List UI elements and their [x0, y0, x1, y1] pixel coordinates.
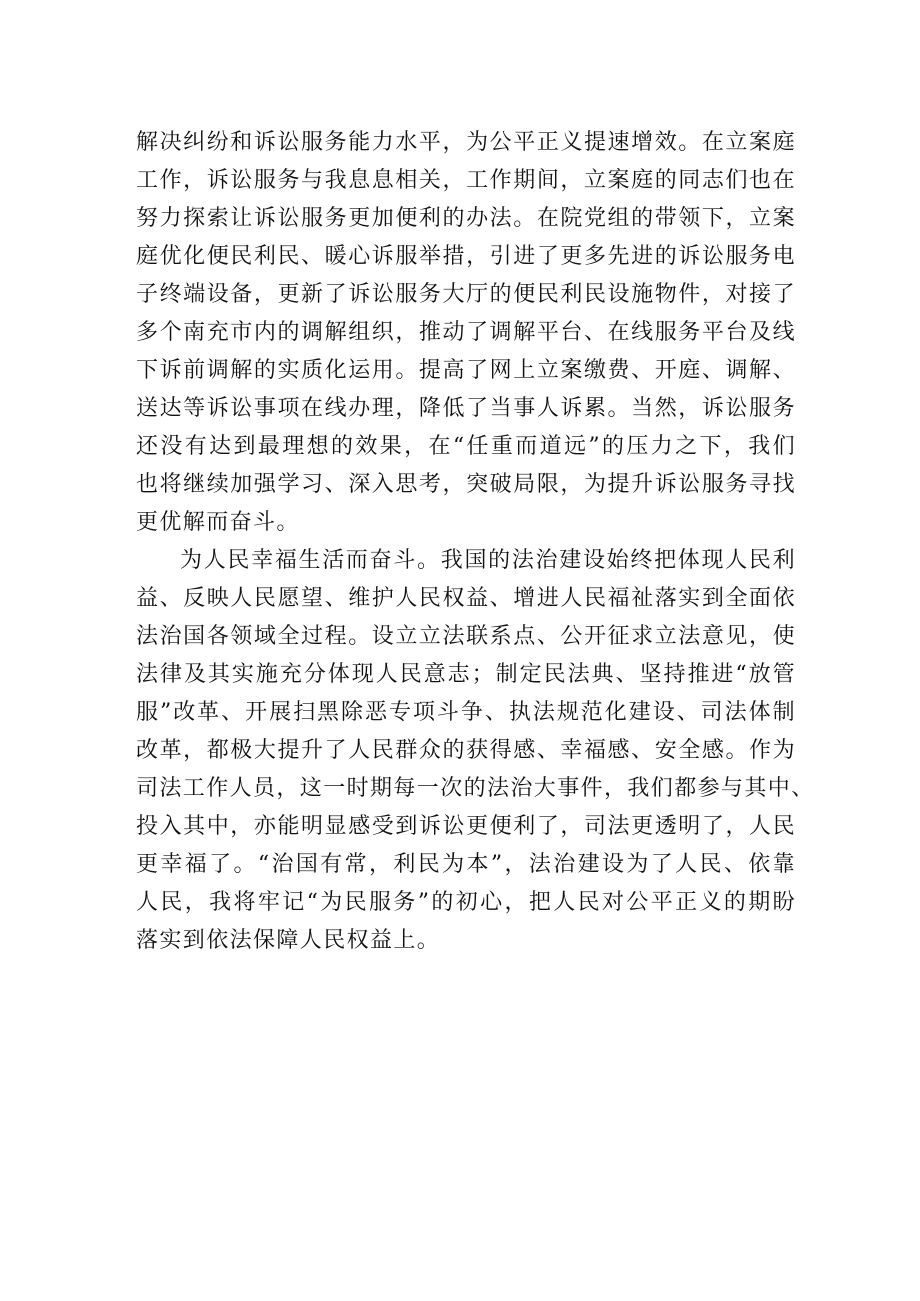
- text-line: 改革，都极大提升了人民群众的获得感、幸福感、安全感。作为: [136, 738, 796, 763]
- text-line: 下诉前调解的实质化运用。提高了网上立案缴费、开庭、调解、: [136, 358, 796, 383]
- text-line: 人民，我将牢记“为民服务”的初心，把人民对公平正义的期盼: [136, 890, 796, 915]
- text-line: 庭优化便民利民、暖心诉服举措，引进了更多先进的诉讼服务电: [136, 244, 796, 269]
- text-line: 投入其中，亦能明显感受到诉讼更便利了，司法更透明了，人民: [136, 814, 796, 839]
- text-line: 工作，诉讼服务与我息息相关，工作期间，立案庭的同志们也在: [136, 168, 796, 193]
- text-line: 送达等诉讼事项在线办理，降低了当事人诉累。当然，诉讼服务: [136, 396, 796, 421]
- text-line: 更幸福了。“治国有常，利民为本”，法治建设为了人民、依靠: [136, 852, 796, 877]
- text-line: 还没有达到最理想的效果，在“任重而道远”的压力之下，我们: [136, 434, 796, 459]
- document-body: [136, 124, 815, 960]
- text-line: 为人民幸福生活而奋斗。我国的法治建设始终把体现人民利: [180, 548, 796, 573]
- text-line: 益、反映人民愿望、维护人民权益、增进人民福祉落实到全面依: [136, 586, 796, 611]
- text-line: 多个南充市内的调解组织，推动了调解平台、在线服务平台及线: [136, 320, 796, 345]
- text-line: 落实到依法保障人民权益上。: [136, 928, 441, 953]
- text-line: 司法工作人员，这一时期每一次的法治大事件，我们都参与其中、: [136, 776, 815, 801]
- text-line: 子终端设备，更新了诉讼服务大厅的便民利民设施物件，对接了: [136, 282, 796, 307]
- text-line: 也将继续加强学习、深入思考，突破局限，为提升诉讼服务寻找: [136, 472, 796, 497]
- text-line: 法律及其实施充分体现人民意志；制定民法典、坚持推进“放管: [136, 662, 796, 687]
- text-line: 服”改革、开展扫黑除恶专项斗争、执法规范化建设、司法体制: [136, 700, 796, 725]
- text-line: 更优解而奋斗。: [136, 510, 300, 535]
- text-line: 法治国各领域全过程。设立立法联系点、公开征求立法意见，使: [136, 624, 796, 649]
- text-line: 努力探索让诉讼服务更加便利的办法。在院党组的带领下，立案: [136, 206, 796, 231]
- paragraph-1: [136, 124, 796, 542]
- text-line: 解决纠纷和诉讼服务能力水平，为公平正义提速增效。在立案庭: [136, 130, 796, 155]
- paragraph-2: [136, 542, 815, 960]
